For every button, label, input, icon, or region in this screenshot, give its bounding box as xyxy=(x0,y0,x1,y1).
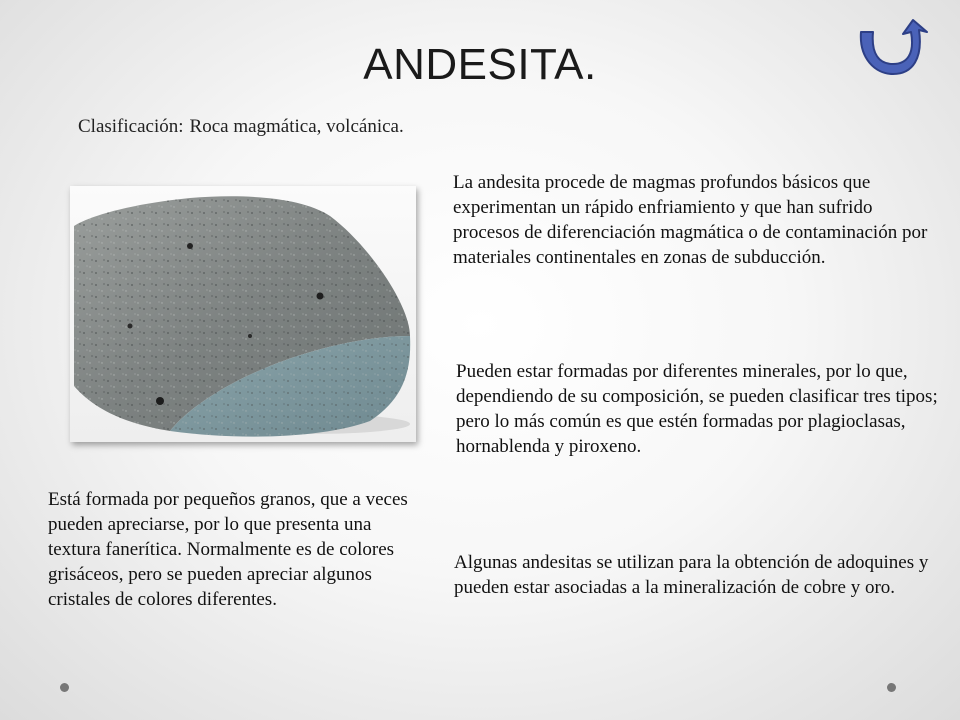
texture-paragraph: Está formada por pequeños granos, que a veces pueden apreciarse, por lo que presenta una textura fanerítica. Normalmente es de colores grisáceos, pero se pueden apreciar algunos cristales de colores diferentes. xyxy=(48,489,408,610)
slide-decoration-dot-right xyxy=(887,683,896,692)
classification-label: Clasificación: xyxy=(78,116,184,137)
slide-decoration-dot-left xyxy=(60,683,69,692)
classification xyxy=(78,116,404,138)
classification-value: Roca magmática, volcánica. xyxy=(189,116,404,137)
andesite-rock-photo xyxy=(70,186,416,442)
minerals-paragraph: Pueden estar formadas por diferentes minerales, por lo que, dependiendo de su composición, se pueden clasificar tres tipos; pero lo más común es que estén formadas por plagioclasas, hornablenda y piroxeno. xyxy=(456,361,938,457)
origin-paragraph: La andesita procede de magmas profundos básicos que experimentan un rápido enfriamiento y que han sufrido procesos de diferenciación magmática o de contaminación por materiales continentales en zonas de subducción. xyxy=(453,172,928,268)
slide-title: ANDESITA. xyxy=(363,40,597,89)
uses-paragraph: Algunas andesitas se utilizan para la obtención de adoquines y pueden estar asociadas a la mineralización de cobre y oro. xyxy=(454,552,929,598)
return-arrow-icon[interactable] xyxy=(853,18,929,80)
